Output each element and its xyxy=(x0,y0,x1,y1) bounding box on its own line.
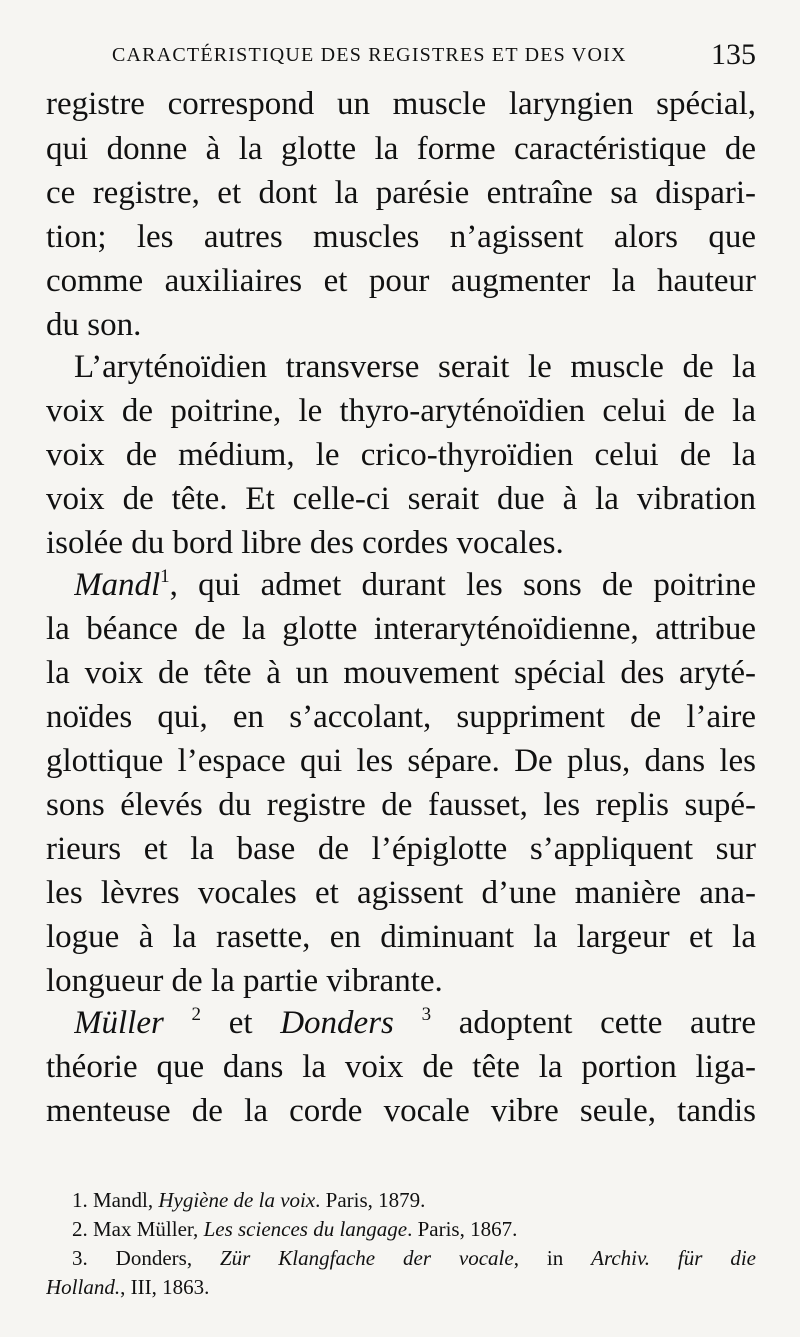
footnote-1: 1. Mandl, Hygiène de la voix. Paris, 1879. xyxy=(72,1188,426,1212)
footnote-ref-2: 2 xyxy=(191,1004,202,1025)
paragraph-first-line: L’aryténoïdien transverse serait le muscle de la xyxy=(74,349,756,385)
body-line: comme auxiliaires et pour augmenter la hauteur xyxy=(46,263,756,299)
body-line: registre correspond un muscle laryngien spécial, xyxy=(46,86,756,122)
muller-line-rest: adoptent cette autre xyxy=(458,1005,756,1041)
body-line: du son. xyxy=(46,307,142,343)
footnote-3-journal-cont: Holland. xyxy=(46,1275,121,1299)
author-mandl: Mandl xyxy=(74,567,161,603)
body-line: voix de médium, le crico-thyroïdien celui de la xyxy=(46,437,756,473)
body-line: glottique l’espace qui les sépare. De plus, dans les xyxy=(46,743,756,779)
body-line: les lèvres vocales et agissent d’une manière ana- xyxy=(46,875,756,911)
paragraph-first-line-muller xyxy=(74,1002,756,1044)
footnote-2: 2. Max Müller, Les sciences du langage. Paris, 1867. xyxy=(72,1217,518,1241)
footnote-3: 3. Donders, Zür Klangfache der vocale, in Archiv. für die xyxy=(72,1246,756,1270)
author-muller: Müller xyxy=(74,1005,164,1041)
body-line: rieurs et la base de l’épiglotte s’appliquent sur xyxy=(46,831,756,867)
body-line: voix de poitrine, le thyro-aryténoïdien celui de la xyxy=(46,393,756,429)
footnote-ref-1: 1 xyxy=(160,566,170,587)
page-number: 135 xyxy=(711,38,756,71)
footnote-3-title: Zür Klangfache der vocale xyxy=(220,1246,514,1270)
body-line: longueur de la partie vibrante. xyxy=(46,963,443,999)
footnote-3-continued: Holland., III, 1863. xyxy=(46,1275,210,1299)
body-line: la voix de tête à un mouvement spécial des aryté- xyxy=(46,655,756,691)
body-line: isolée du bord libre des cordes vocales. xyxy=(46,525,564,561)
body-line: sons élevés du registre de fausset, les replis supé- xyxy=(46,787,756,823)
footnote-1-title: Hygiène de la voix xyxy=(158,1188,316,1212)
body-line: tion; les autres muscles n’agissent alors que xyxy=(46,219,756,255)
footnote-3-journal: Archiv. für die xyxy=(591,1246,756,1270)
mandl-line-rest: , qui admet durant les sons de poitrine xyxy=(169,567,756,603)
running-title: CARACTÉRISTIQUE DES REGISTRES ET DES VOIX xyxy=(112,44,627,66)
body-line: ce registre, et dont la parésie entraîne sa dispari- xyxy=(46,175,756,211)
body-line: noïdes qui, en s’accolant, suppriment de l’aire xyxy=(46,699,756,735)
page-header xyxy=(112,38,756,70)
body-line: menteuse de la corde vocale vibre seule, tandis xyxy=(46,1093,756,1129)
author-donders: Donders xyxy=(280,1005,394,1041)
body-line: qui donne à la glotte la forme caractéristique de xyxy=(46,131,756,167)
body-line: logue à la rasette, en diminuant la largeur et la xyxy=(46,919,756,955)
paragraph-first-line-mandl xyxy=(74,564,756,606)
body-line: voix de tête. Et celle-ci serait due à la vibration xyxy=(46,481,756,517)
body-line: théorie que dans la voix de tête la portion liga- xyxy=(46,1049,756,1085)
body-line: la béance de la glotte interaryténoïdienne, attribue xyxy=(46,611,756,647)
conjunction: et xyxy=(228,1005,253,1041)
footnote-ref-3: 3 xyxy=(421,1004,432,1025)
footnote-2-title: Les sciences du langage xyxy=(203,1217,408,1241)
